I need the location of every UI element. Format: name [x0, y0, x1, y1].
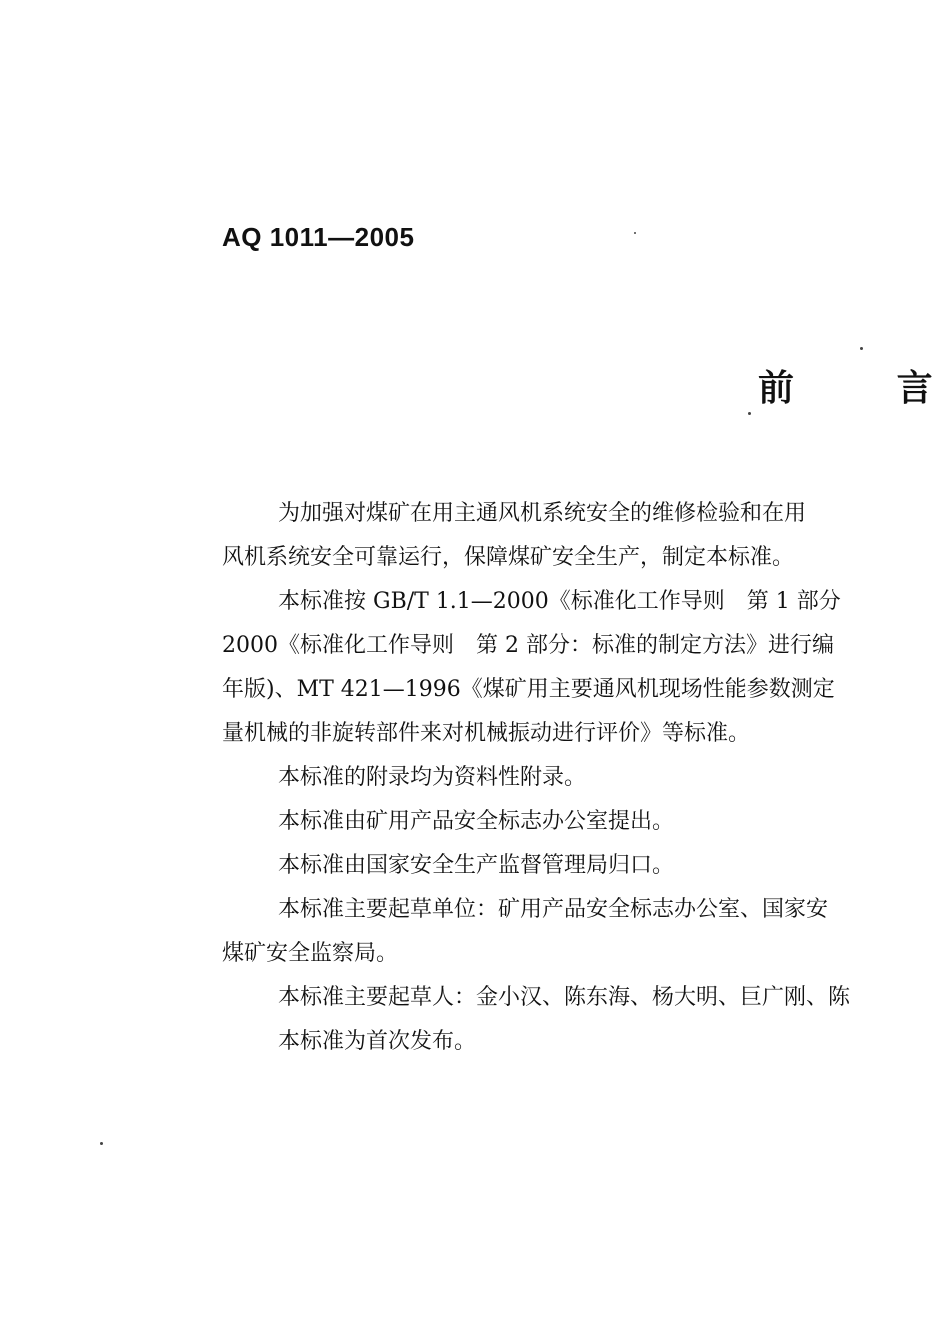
- section-heading: [758, 360, 933, 411]
- paragraph-line: 量机械的非旋转部件来对机械振动进行评价》等标准。: [222, 721, 751, 746]
- scan-speck: [634, 232, 636, 234]
- paragraph-line: 为加强对煤矿在用主通风机系统安全的维修检验和在用: [278, 501, 807, 526]
- standard-code: AQ 1011—2005: [222, 222, 415, 252]
- paragraph-line: 本标准的附录均为资料性附录。: [278, 765, 587, 790]
- heading-char-right: 言: [896, 368, 933, 409]
- paragraph-line: 煤矿安全监察局。: [222, 941, 399, 966]
- paragraph-line: 本标准由国家安全生产监督管理局归口。: [278, 853, 675, 878]
- paragraph-line: 风机系统安全可靠运行，保障煤矿安全生产，制定本标准。: [222, 545, 795, 570]
- paragraph-line: 本标准为首次发布。: [278, 1029, 477, 1054]
- paragraph-line: 本标准主要起草人：金小汉、陈东海、杨大明、巨广刚、陈: [278, 985, 851, 1010]
- scan-speck: [748, 412, 751, 415]
- paragraph-line: 本标准由矿用产品安全标志办公室提出。: [278, 809, 675, 834]
- paragraph-line: 2000《标准化工作导则 第 2 部分：标准的制定方法》进行编: [222, 633, 834, 658]
- paragraph-line: 本标准按 GB/T 1.1—2000《标准化工作导则 第 1 部分: [278, 589, 841, 614]
- paragraph-line: 本标准主要起草单位：矿用产品安全标志办公室、国家安: [278, 897, 829, 922]
- preface-body: [222, 492, 950, 1064]
- scan-speck: [100, 1142, 103, 1145]
- scan-speck: [860, 347, 863, 350]
- paragraph-line: 年版)、MT 421—1996《煤矿用主要通风机现场性能参数测定: [222, 677, 835, 702]
- heading-char-left: 前: [758, 368, 795, 409]
